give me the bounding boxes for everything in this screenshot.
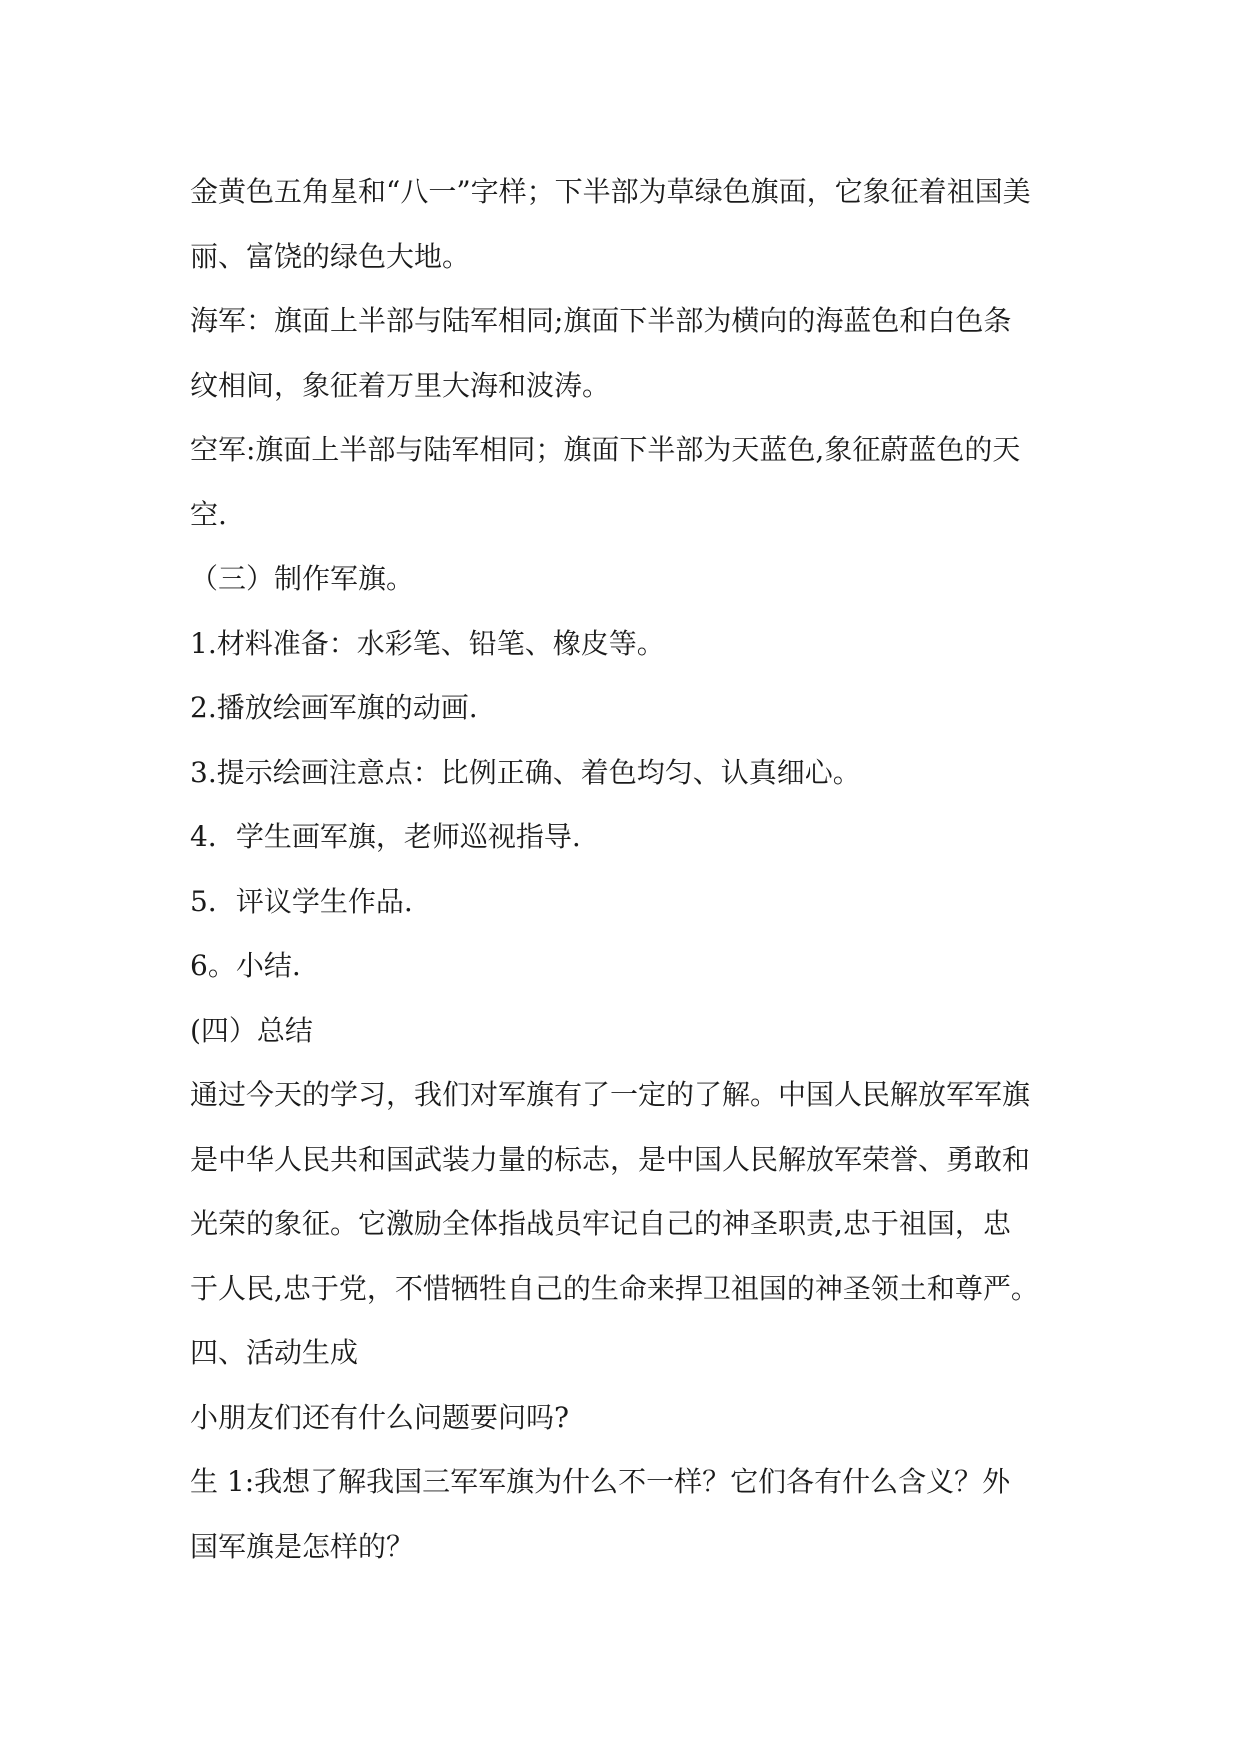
list-item: 2.播放绘画军旗的动画.	[190, 691, 478, 724]
section-heading: （三）制作军旗。	[190, 562, 415, 595]
text-line: 丽、富饶的绿色大地。	[190, 239, 471, 273]
list-item: 1.材料准备：水彩笔、铅笔、橡皮等。	[190, 626, 665, 660]
section-heading: (四）总结	[190, 1013, 313, 1047]
text-line: 纹相间，象征着万里大海和波涛。	[190, 368, 611, 402]
text-line: 海军：旗面上半部与陆军相同;旗面下半部为横向的海蓝色和白色条	[190, 304, 1012, 337]
list-item: 3.提示绘画注意点：比例正确、着色均匀、认真细心。	[190, 755, 861, 789]
list-item: 4．学生画军旗，老师巡视指导.	[190, 820, 581, 853]
text-line: 国军旗是怎样的？	[190, 1529, 415, 1563]
list-item: 6。小结.	[190, 949, 301, 982]
text-line: 光荣的象征。它激励全体指战员牢记自己的神圣职责,忠于祖国，忠	[190, 1207, 1011, 1240]
text-line: 空.	[190, 497, 227, 531]
text-line: 生 1:我想了解我国三军军旗为什么不一样？它们各有什么含义？外	[190, 1465, 1011, 1498]
text-line: 金黄色五角星和“八一”字样；下半部为草绿色旗面，它象征着祖国美	[190, 175, 1031, 208]
document-body	[190, 160, 1070, 1579]
text-line: 通过今天的学习，我们对军旗有了一定的了解。中国人民解放军军旗	[190, 1078, 1031, 1111]
text-line: 小朋友们还有什么问题要问吗?	[190, 1400, 570, 1434]
section-heading: 四、活动生成	[190, 1336, 359, 1369]
text-line: 空军:旗面上半部与陆军相同；旗面下半部为天蓝色,象征蔚蓝色的天	[190, 433, 1021, 466]
list-item: 5．评议学生作品.	[190, 884, 413, 918]
text-line: 于人民,忠于党，不惜牺牲自己的生命来捍卫祖国的神圣领土和尊严。	[190, 1271, 1039, 1305]
text-line: 是中华人民共和国武装力量的标志，是中国人民解放军荣誉、勇敢和	[190, 1142, 1031, 1176]
